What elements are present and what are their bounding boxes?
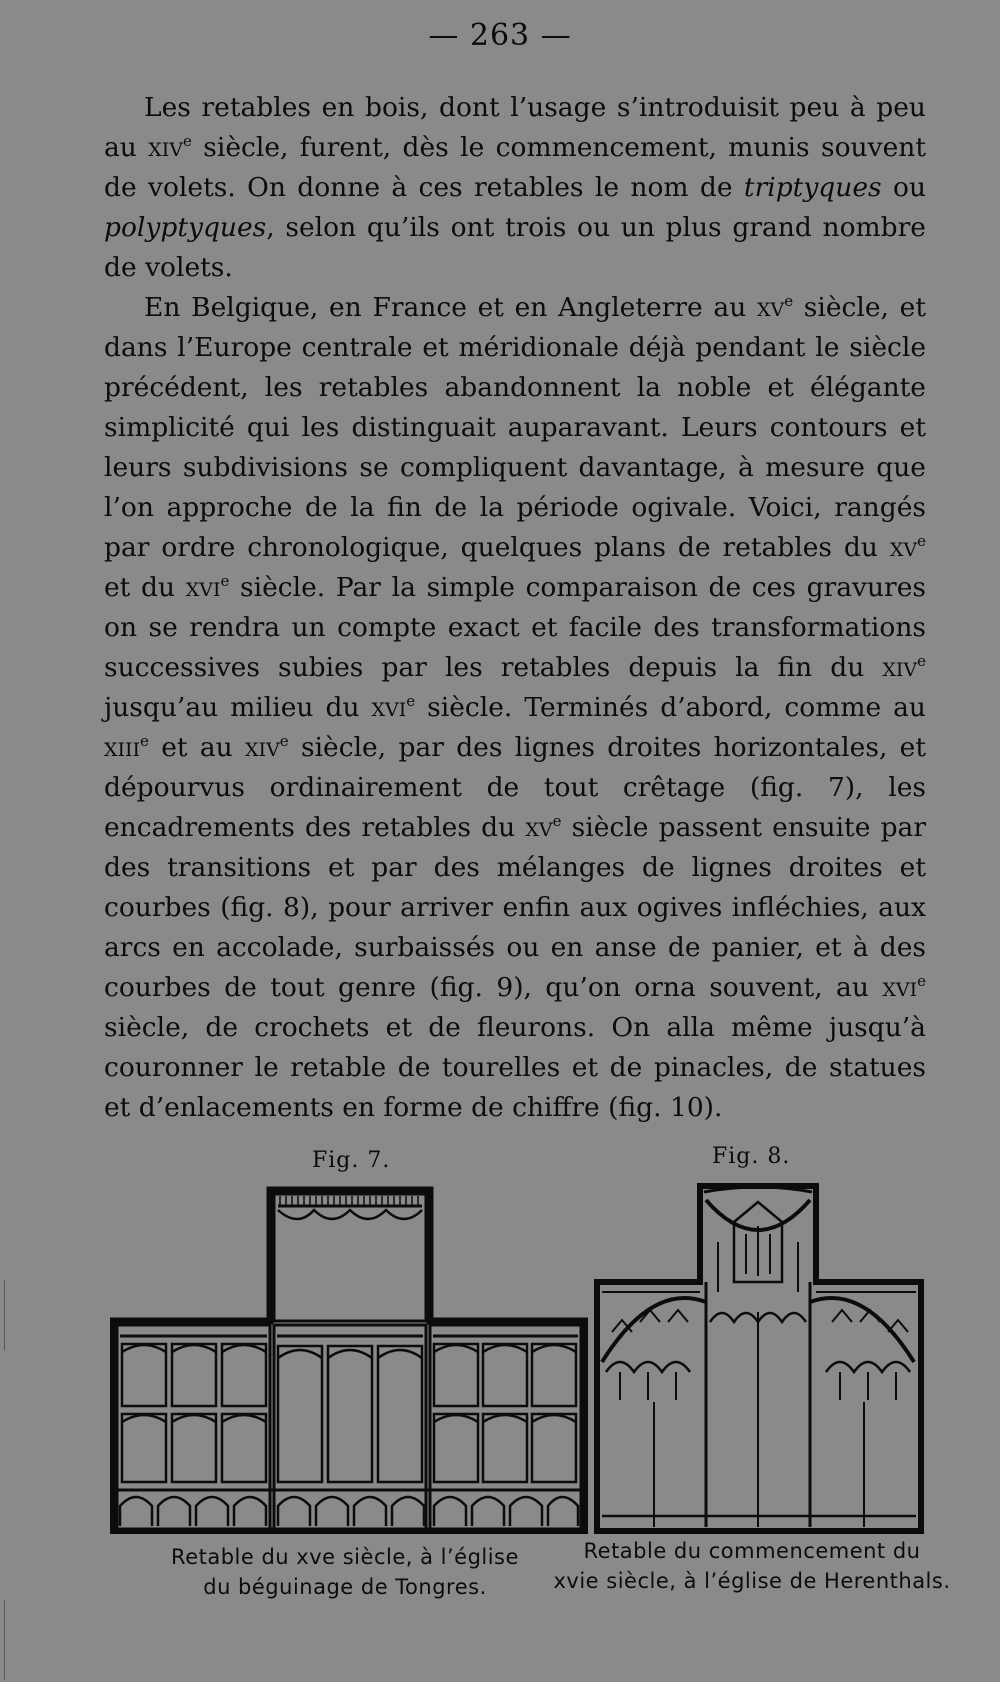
scan-margin-mark [4, 1600, 5, 1680]
figure-8-caption [552, 1536, 952, 1596]
text-run: , selon qu’ils ont trois ou un plus grand nombre de volets. [104, 212, 926, 283]
century-numeral: xv [889, 532, 918, 563]
figure-7-label: Fig. 7. [312, 1148, 391, 1173]
figure-7-retable-illustration [110, 1186, 588, 1534]
text-run: et du [104, 572, 186, 603]
caption-line: Retable du commencement du [583, 1539, 921, 1563]
century-numeral: xvi [185, 572, 221, 603]
superscript: e [406, 692, 416, 711]
figure-8-label: Fig. 8. [712, 1144, 791, 1169]
superscript: e [183, 132, 192, 151]
page-number: — 263 — [428, 18, 572, 53]
text-run: siècle. Par la simple comparaison de ces gravures on se rendra un compte exact et facile des transformations successives subies par les retables depuis la fin du [104, 572, 926, 683]
text-run: siècle, de crochets et de fleurons. On alla même jusqu’à couronner le retable de tourelles et de pinacles, de statues et d’enlacements en forme de chiffre (fig. 10). [104, 1012, 926, 1123]
italic-term: triptyques [743, 172, 882, 203]
text-run: En Belgique, en France et en Angleterre au [144, 292, 757, 323]
figure-7-caption [130, 1542, 560, 1602]
body-text [104, 88, 926, 1128]
century-numeral: xiv [882, 652, 918, 683]
scan-margin-mark [4, 1280, 5, 1350]
text-run: siècle passent ensuite par des transitions et par des mélanges de lignes droites et courbes (fig. 8), pour arriver enfin aux ogives infléchies, aux arcs en accolade, surbaissés ou en anse de panier, et à des courbes de tout genre (fig. 9), qu’on orna souvent, au [104, 812, 926, 1003]
superscript: e [784, 292, 794, 311]
italic-term: polyptyques [104, 212, 267, 243]
text-run: siècle, et dans l’Europe centrale et méridionale déjà pendant le siècle précédent, les retables abandonnent la noble et élégante simplicité qui les distinguait auparavant. Leurs contours et leurs subdivisions se compliquent davantage, à mesure que l’on approche de la fin de la période ogivale. Voici, rangés par ordre chronologique, quelques plans de retables du [104, 292, 927, 563]
text-run: ou [881, 172, 927, 203]
paragraph-2 [104, 288, 926, 1128]
text-run: jusqu’au milieu du [104, 692, 372, 723]
century-numeral: xiv [245, 732, 280, 763]
superscript: e [917, 652, 926, 671]
superscript: e [279, 732, 289, 751]
century-numeral: xvi [882, 972, 918, 1003]
century-numeral: xiii [104, 732, 141, 763]
caption-line: du béguinage de Tongres. [203, 1575, 487, 1599]
superscript: e [552, 812, 562, 831]
paragraph-1 [104, 88, 926, 288]
figure-8-retable-illustration [594, 1182, 924, 1534]
century-numeral: xiv [148, 132, 183, 163]
century-numeral: xvi [371, 692, 407, 723]
text-run: et au [148, 732, 246, 763]
text-run: Les retables en bois, dont l’usage s’introduisit peu à peu au [104, 92, 926, 163]
superscript: e [220, 572, 230, 591]
superscript: e [917, 532, 926, 551]
text-run: siècle, par des lignes droites horizontales, et dépourvus ordinairement de tout crêtage (fig. 7), les encadrements des retables du [104, 732, 926, 843]
text-run: siècle, furent, dès le commencement, munis souvent de volets. On donne à ces retables le nom de [104, 132, 926, 203]
century-numeral: xv [756, 292, 785, 323]
superscript: e [917, 972, 926, 991]
caption-line: Retable du xve siècle, à l’église [171, 1545, 519, 1569]
superscript: e [140, 732, 149, 751]
caption-line: xvie siècle, à l’église de Herenthals. [553, 1569, 951, 1593]
century-numeral: xv [525, 812, 553, 843]
text-run: siècle. Terminés d’abord, comme au [415, 692, 926, 723]
